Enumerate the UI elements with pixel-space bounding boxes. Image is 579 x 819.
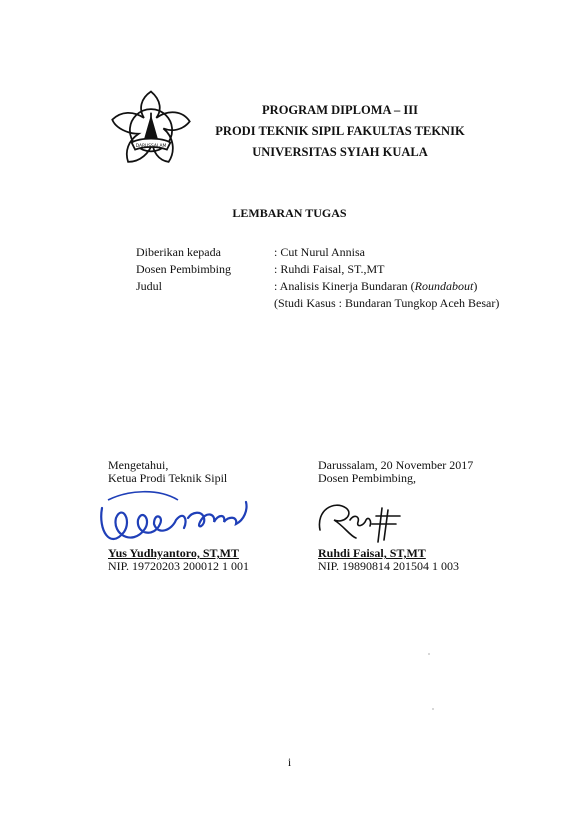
university-logo xyxy=(107,88,195,176)
left-sign-nip: NIP. 19720203 200012 1 001 xyxy=(108,559,250,573)
unsyiah-seal-icon xyxy=(107,88,195,176)
judul-italic: Roundabout xyxy=(414,279,474,293)
right-sign-line-1: Darussalam, 20 November 2017 xyxy=(318,458,474,472)
left-sign-line-1: Mengetahui, xyxy=(108,458,169,472)
left-sign-name: Yus Yudhyantoro, ST,MT xyxy=(108,546,239,560)
judul-prefix: : Analisis Kinerja Bundaran ( xyxy=(274,279,415,293)
judul-suffix: ) xyxy=(473,279,478,293)
logo-ribbon-text: DARUSSALAM xyxy=(135,143,167,149)
right-sign-name: Ruhdi Faisal, ST,MT xyxy=(318,546,426,560)
field-label-judul: Judul xyxy=(136,279,163,293)
page-title: LEMBARAN TUGAS xyxy=(232,206,347,220)
judul-subtitle: (Studi Kasus : Bundaran Tungkop Aceh Besar) xyxy=(274,296,500,310)
field-value-judul xyxy=(274,279,477,294)
field-value-diberikan: : Cut Nurul Annisa xyxy=(274,245,366,259)
right-sign-line-2: Dosen Pembimbing, xyxy=(318,471,416,485)
header-line-3: UNIVERSITAS SYIAH KUALA xyxy=(252,145,428,159)
field-value-dosen: : Ruhdi Faisal, ST.,MT xyxy=(274,262,385,276)
left-sign-line-2: Ketua Prodi Teknik Sipil xyxy=(108,471,228,485)
field-label-dosen: Dosen Pembimbing xyxy=(136,262,231,276)
field-label-diberikan: Diberikan kepada xyxy=(136,245,221,259)
right-sign-nip: NIP. 19890814 201504 1 003 xyxy=(318,559,460,573)
header-line-2: PRODI TEKNIK SIPIL FAKULTAS TEKNIK xyxy=(215,124,465,138)
scan-speck xyxy=(428,653,430,655)
header-line-1: PROGRAM DIPLOMA – III xyxy=(262,103,418,117)
scan-speck xyxy=(432,708,434,710)
page-number: i xyxy=(287,755,292,769)
